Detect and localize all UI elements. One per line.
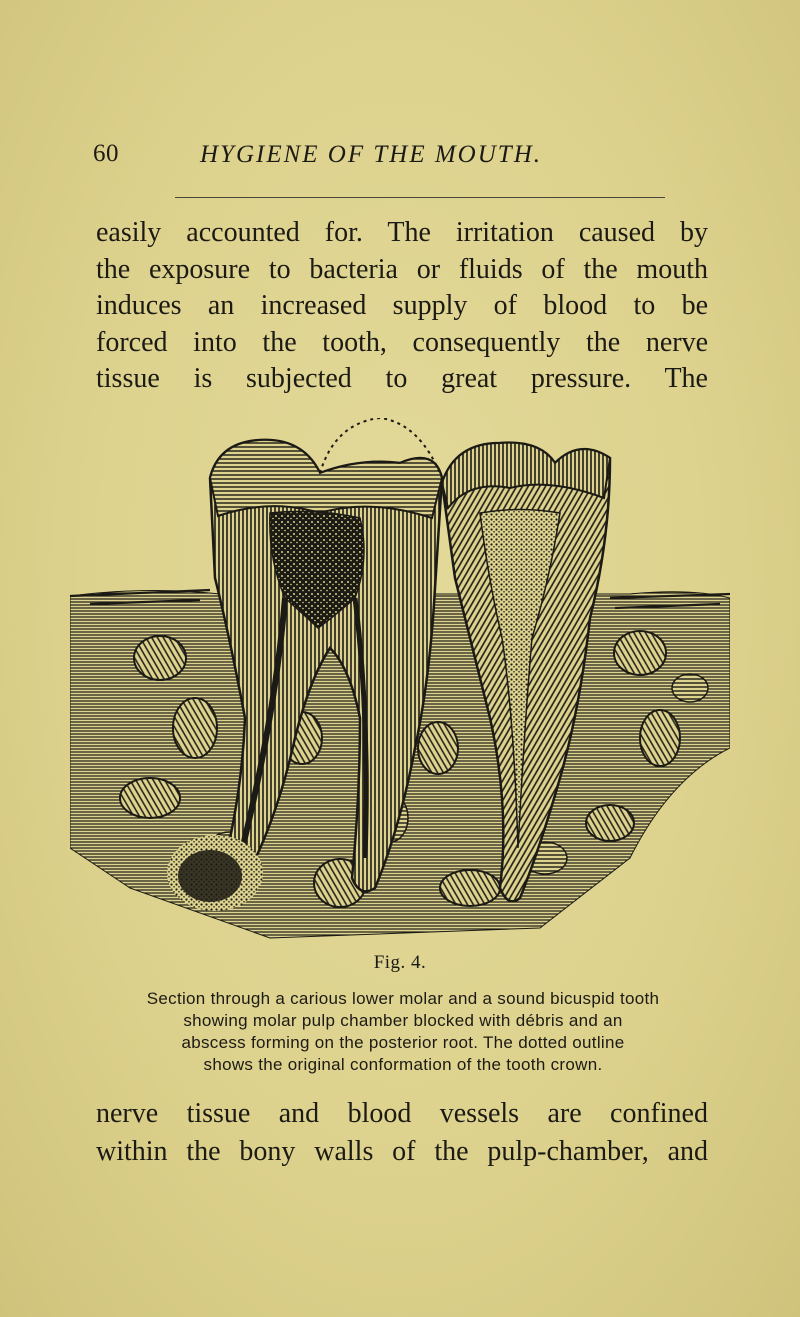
header-rule xyxy=(175,197,665,198)
paragraph-top xyxy=(96,215,708,398)
text-line: the exposure to bacteria or fluids of the mouth xyxy=(96,253,708,285)
text-line: tissue is subjected to great pressure. The xyxy=(96,363,708,394)
paragraph-bottom xyxy=(96,1095,708,1171)
figure-label: Fig. 4. xyxy=(373,952,427,973)
text-line: easily accounted for. The irritation caused by xyxy=(96,217,708,248)
running-title: HYGIENE OF THE MOUTH. xyxy=(200,141,542,168)
tooth-section-illustration xyxy=(70,418,730,953)
text-line: induces an increased supply of blood to be xyxy=(96,290,708,321)
page-number: 60 xyxy=(93,140,119,167)
caption-line: Section through a carious lower molar and a sound bicuspid tooth xyxy=(146,989,660,1008)
text-line: nerve tissue and blood vessels are confined xyxy=(96,1098,708,1129)
caption-line: showing molar pulp chamber blocked with débris and an xyxy=(183,1011,623,1030)
caption-line: shows the original conformation of the tooth crown. xyxy=(203,1055,603,1074)
caption-line: abscess forming on the posterior root. The dotted outline xyxy=(181,1033,625,1052)
text-line: within the bony walls of the pulp-chamber, and xyxy=(96,1136,708,1167)
text-line: forced into the tooth, consequently the nerve xyxy=(96,326,708,358)
figure-caption xyxy=(108,988,698,1076)
